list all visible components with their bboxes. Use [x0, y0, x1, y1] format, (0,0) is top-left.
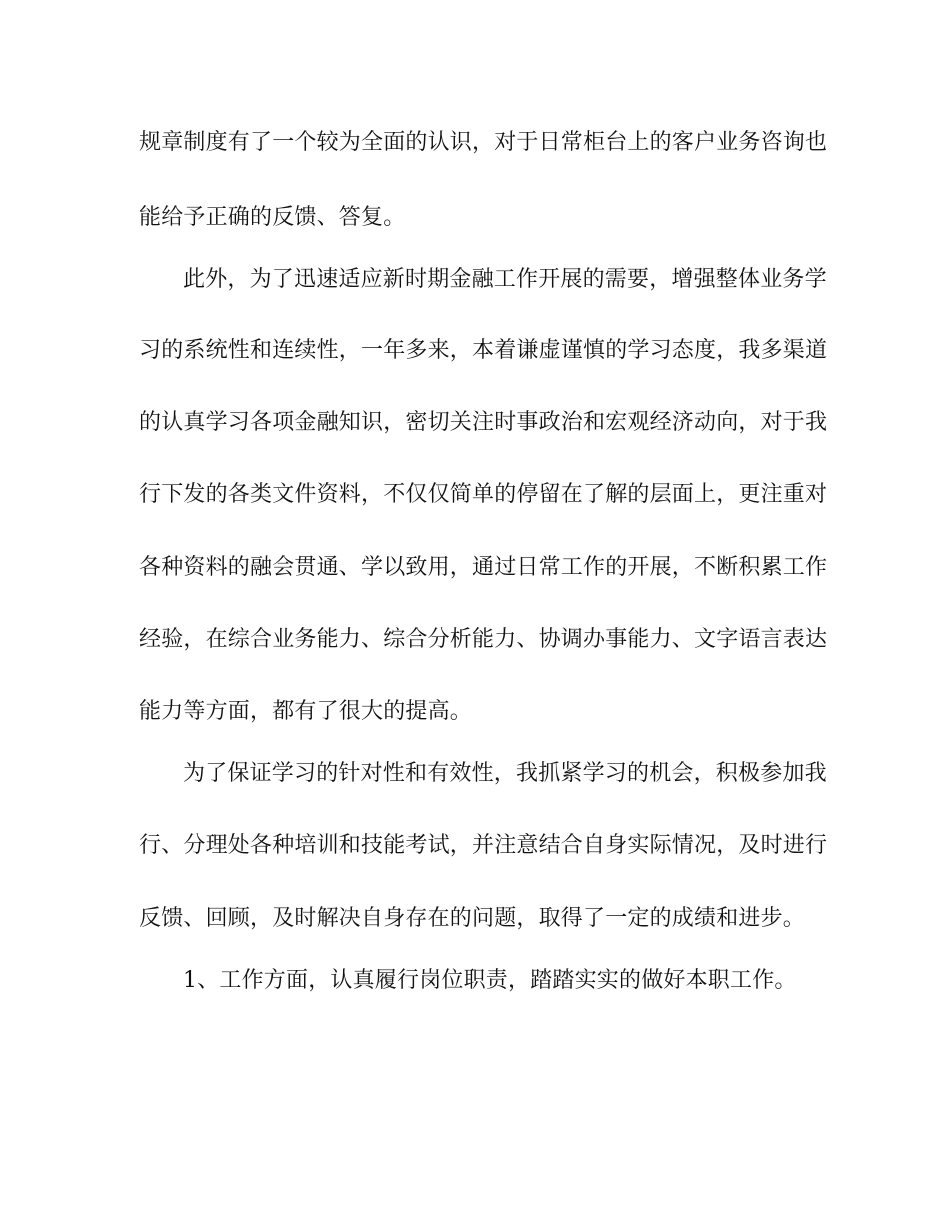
paragraph-line: 经验，在综合业务能力、综合分析能力、协调办事能力、文字语言表达: [139, 627, 828, 652]
paragraph-line: 规章制度有了一个较为全面的认识，对于日常柜台上的客户业务咨询也: [139, 130, 828, 155]
paragraph-line: 能力等方面，都有了很大的提高。: [139, 699, 473, 724]
paragraph-line: 行下发的各类文件资料，不仅仅简单的停留在了解的层面上，更注重对: [139, 482, 828, 507]
paragraph-line: 此外，为了迅速适应新时期金融工作开展的需要，增强整体业务学: [183, 267, 827, 292]
paragraph-line: 反馈、回顾，及时解决自身存在的问题，取得了一定的成绩和进步。: [139, 906, 806, 931]
paragraph-line: 为了保证学习的针对性和有效性，我抓紧学习的机会，积极参加我: [183, 761, 827, 786]
paragraph-line: 习的系统性和连续性，一年多来，本着谦虚谨慎的学习态度，我多渠道: [139, 338, 828, 363]
paragraph-line: 1、工作方面，认真履行岗位职责，踏踏实实的做好本职工作。: [183, 968, 797, 993]
paragraph-line: 行、分理处各种培训和技能考试，并注意结合自身实际情况，及时进行: [139, 833, 828, 858]
paragraph-line: 能给予正确的反馈、答复。: [139, 205, 406, 230]
paragraph-line: 的认真学习各项金融知识，密切关注时事政治和宏观经济动向，对于我: [139, 410, 828, 435]
paragraph-line: 各种资料的融会贯通、学以致用，通过日常工作的开展，不断积累工作: [139, 555, 828, 580]
